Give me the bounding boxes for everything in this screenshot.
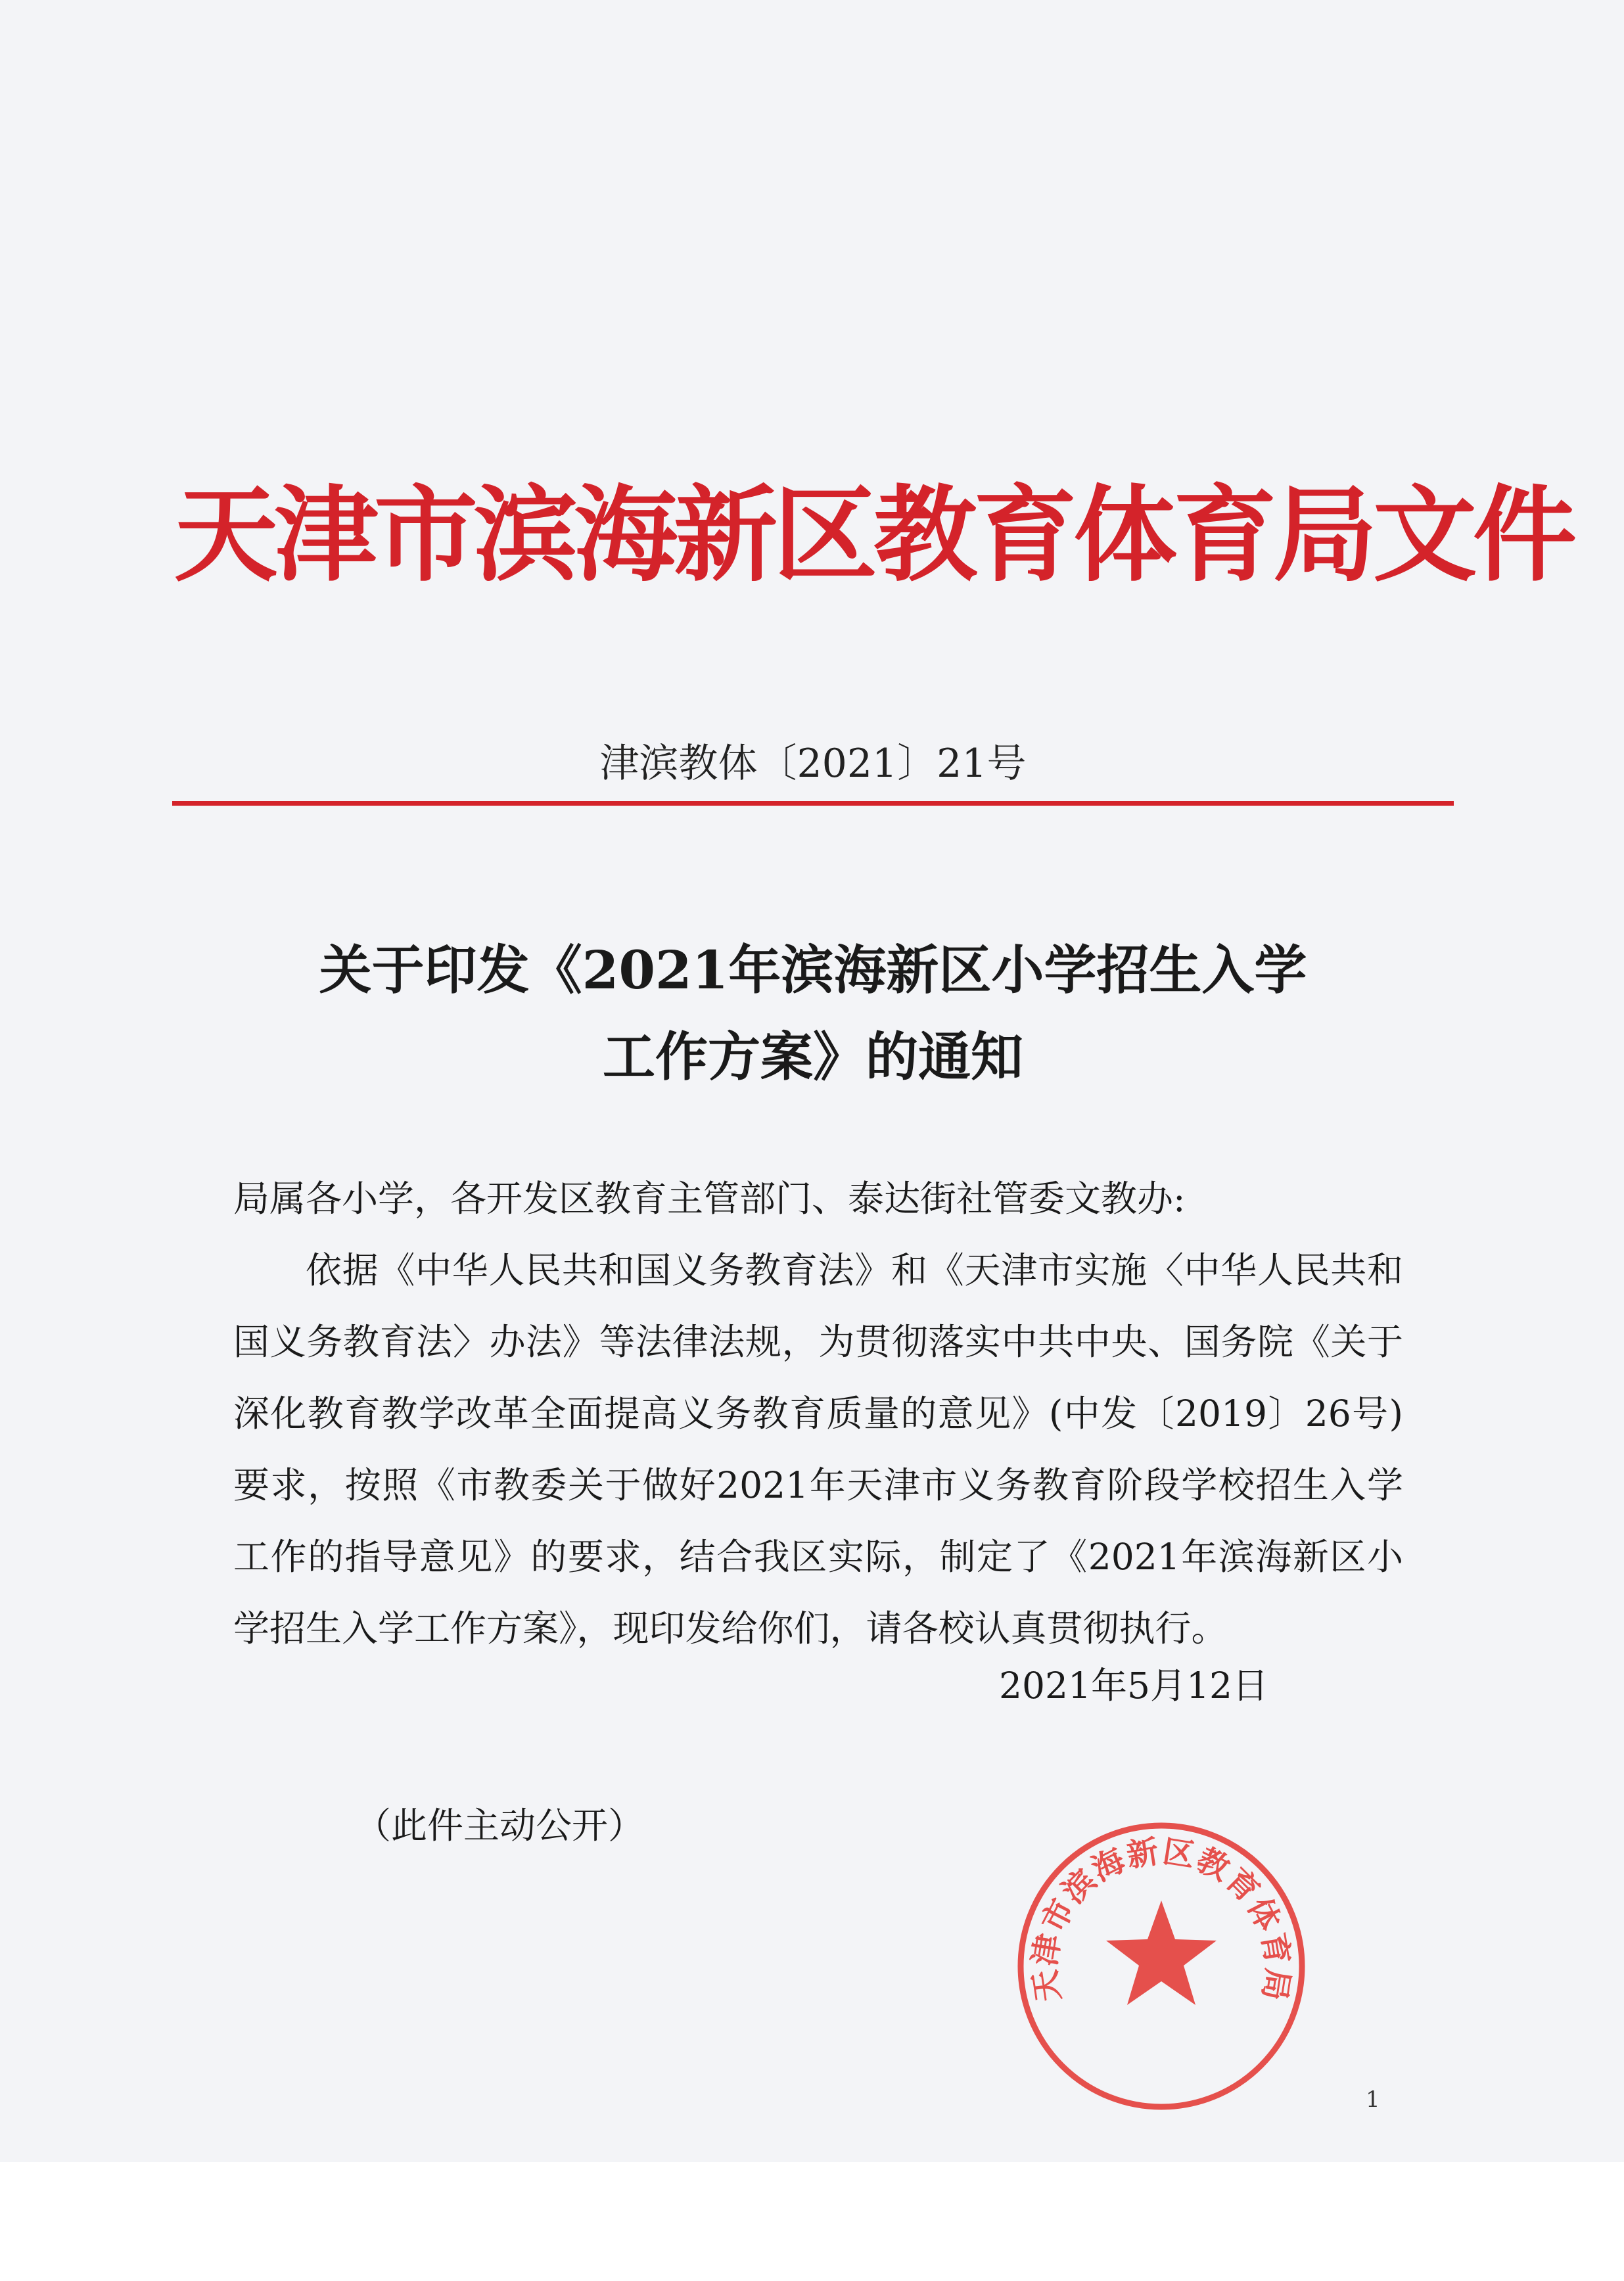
- masthead-title: 天津市滨海新区教育体育局文件: [174, 474, 1573, 596]
- document-number: 津滨教体〔2021〕21号: [599, 741, 1027, 787]
- notice-title: [172, 927, 1454, 1100]
- star-icon: [1106, 1901, 1217, 2005]
- bottom-margin: [0, 2162, 1624, 2281]
- notice-title-line-2: 工作方案》的通知: [603, 1026, 1023, 1088]
- issue-date: 2021年5月12日: [999, 1665, 1268, 1707]
- body-paragraph: 依据《中华人民共和国义务教育法》和《天津市实施〈中华人民共和国义务教育法〉办法》等法律法规，为贯彻落实中共中央、国务院《关于深化教育教学改革全面提高义务教育质量的意见》(中发〔2019〕26号)要求，按照《市教委关于做好2021年天津市义务教育阶段学校招生入学工作的指导意见》的要求，结合我区实际，制定了《2021年滨海新区小学招生入学工作方案》，现印发给你们，请各校认真贯彻执行。: [233, 1249, 1403, 1649]
- red-divider: [172, 801, 1454, 806]
- salutation: 局属各小学，各开发区教育主管部门、泰达街社管委文教办:: [233, 1178, 1186, 1220]
- notice-body: [233, 1163, 1403, 1665]
- seal-text: 天津市滨海新区教育体育局: [1026, 1833, 1297, 2004]
- disclosure-note: （此件主动公开）: [355, 1805, 645, 1847]
- notice-title-line-1: 关于印发《2021年滨海新区小学招生入学: [319, 939, 1307, 1001]
- page-number: 1: [1366, 2086, 1380, 2113]
- official-seal: [1010, 1815, 1312, 2117]
